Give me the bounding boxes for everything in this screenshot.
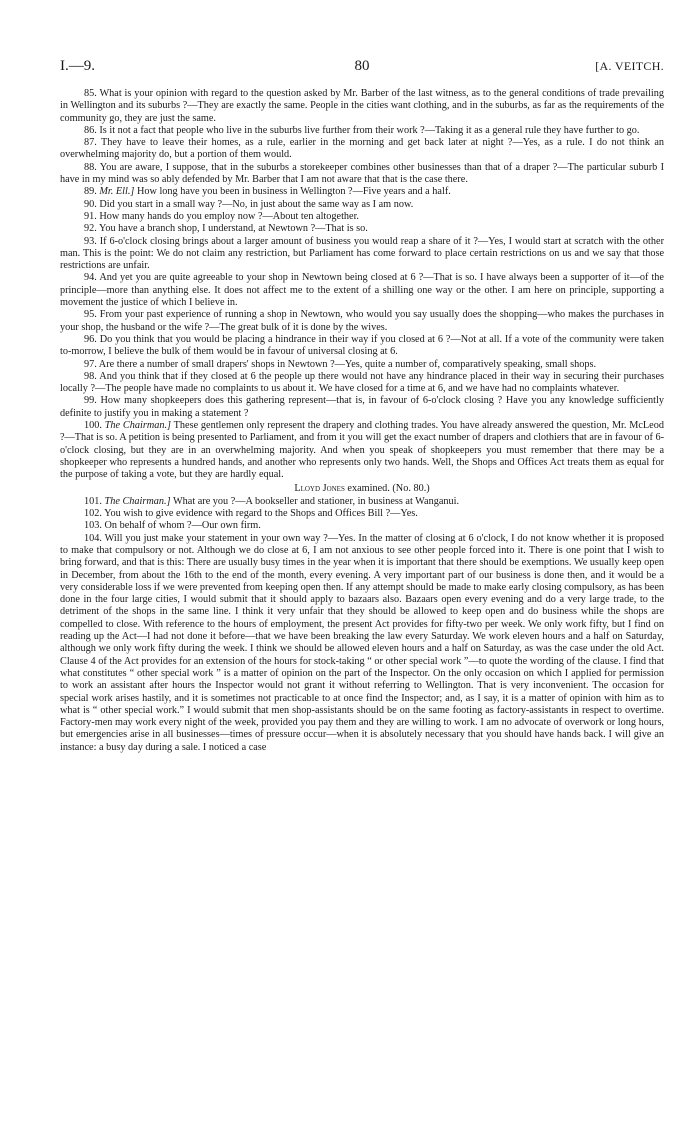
- speaker-label: The Chairman.]: [104, 495, 171, 507]
- paragraph-89: [60, 186, 664, 198]
- paragraph-number: 100.: [84, 420, 102, 432]
- paragraph-100: [60, 420, 664, 481]
- paragraph-number: 101.: [84, 495, 102, 507]
- speaker-label: Mr. Ell.]: [99, 186, 135, 198]
- paragraph-102: 102. You wish to give evidence with regard to the Shops and Offices Bill ?—Yes.: [84, 508, 418, 520]
- paragraph-97: 97. Are there a number of small drapers' shops in Newtown ?—Yes, quite a number of, comparatively speaking, small shops.: [84, 358, 597, 370]
- witness-heading-rest: examined. (No. 80.): [347, 482, 430, 494]
- header-reference: I.—9.: [60, 58, 95, 74]
- page-header: [60, 58, 664, 84]
- paragraph-92: 92. You have a branch shop, I understand, at Newtown ?—That is so.: [84, 223, 368, 235]
- witness-heading: [60, 483, 664, 495]
- header-witness: [A. VEITCH.: [595, 59, 664, 73]
- document-body: [60, 88, 664, 754]
- paragraph-101: [60, 496, 664, 508]
- paragraph-number: 89.: [84, 186, 97, 198]
- speaker-label: The Chairman.]: [104, 420, 172, 432]
- paragraph-text: How long have you been in business in Wellington ?—Five years and a half.: [136, 186, 451, 198]
- paragraph-103: 103. On behalf of whom ?—Our own firm.: [84, 520, 261, 532]
- paragraph-104: 104. Will you just make your statement in your own way ?—Yes. In the matter of closing at 6 o'clock, I do not know whether it is proposed to make that compulsory or not. Although we do close at 6, I am not anxious to see other people forced into it. There is one point that I wish to bring forward, and that is this: There are usually busy times in the year when it is important that there should be exemptions. We usually keep open in December, from about the 16th to the end of the month, every evening. A very important part of our business is done then, and it would be a very considerable loss if we were prevented from keeping open then. If any attempt should be made to make early closing compulsory, as has been done in the four large cities, I would submit that it should apply to bazaars also. Bazaars open every evening and do a very large trade, to the detriment of the shops in the same line. I think it very unfair that they should be allowed to keep open and do business while the shops are compelled to close. With reference to the hours of employment, the present Act provides for fifty-two per week. We only work fifty, but I find on reading up the Act—I had not done it before—that we have been breaking the law every Saturday. We work eleven hours and a half on Saturday, although we only work fifty during the week. I think we should be allowed eleven hours and a half on Saturday, as was the case under the old Act. Clause 4 of the Act provides for an extension of the hours for stock-taking “ or other special work ”—to quote the wording of the clause. I find that what constitutes “ other special work ” is a matter of opinion on the part of the Inspector. On the only occasion on which I applied for permission to work an assistant after hours the Inspector would not grant it without referring to Wellington. That is very inconvenient. The occasion for special work arises hastily, and it is sometimes not practicable to at once find the Inspector; and, as I say, it is a matter of opinion with him as to what is “ other special work.” I would submit that men shop-assistants should be on the same footing as factory-assistants in respect to overtime. Factory-men may work every night of the week, provided you pay them and they are willing to work. I am no advocate of overwork or long hours, but emergencies arise in all businesses—times of pressure occur—when it is absolutely necessary that you should have hands back. I will give an instance: a busy day during a sale. I noticed a case: [60, 532, 664, 753]
- paragraph-87: 87. They have to leave their homes, as a rule, earlier in the morning and get back later at night ?—Yes, as a rule. I do not think an overwhelming majority do, but a portion of them would.: [60, 137, 664, 161]
- witness-name: Lloyd Jones: [294, 482, 345, 494]
- paragraph-91: 91. How many hands do you employ now ?—About ten altogether.: [84, 210, 359, 222]
- paragraph-text: What are you ?—A bookseller and stationer, in business at Wanganui.: [172, 495, 460, 507]
- paragraph-96: 96. Do you think that you would be placing a hindrance in their way if you closed at 6 ?—Not at all. If a vote of the community were taken to-morrow, I believe the bulk of them would be in favour of universal closing at 6.: [60, 333, 664, 358]
- paragraph-90: 90. Did you start in a small way ?—No, in just about the same way as I am now.: [84, 198, 414, 210]
- paragraph-text: These gentlemen only represent the drapery and clothing trades. You have already answered the question, Mr. McLeod ?—That is so. A petition is being presented to Parliament, and from it you will get the exact number of drapers and clothiers that are in favour of 6-o'clock closing, but they are in an overwhelming majority. And when you speak of shopkeepers you must remember that there may be a shopkeeper who represents a hundred hands, and another who represents only two hands. Well, the Shops and Offices Act treats them as equal for the purpose of taking a vote, but they are hardly equal.: [60, 420, 664, 481]
- paragraph-86: 86. Is it not a fact that people who live in the suburbs live further from their work ?—Taking it as a general rule they have further to go.: [84, 124, 640, 136]
- paragraph-88: 88. You are aware, I suppose, that in the suburbs a storekeeper combines other businesses than that of a draper ?—The particular suburb I have in my mind was so ably defended by Mr. Barber that I am not aware that that is the case there.: [60, 161, 664, 186]
- paragraph-98: 98. And you think that if they closed at 6 the people up there would not have any hindrance placed in their way in securing their purchases locally ?—The people have made no complaints to us about it. We have closed for a time at 6, and we have had no complaints whatever.: [60, 370, 664, 395]
- page-number: 80: [354, 58, 370, 74]
- paragraph-95: 95. From your past experience of running a shop in Newtown, who would you say usually does the shopping—who makes the purchases in your shop, the husband or the wife ?—The great bulk of it is done by the wives.: [60, 309, 664, 333]
- paragraph-85: 85. What is your opinion with regard to the question asked by Mr. Barber of the last witness, as to the general conditions of trade prevailing in Wellington and its suburbs ?—They are exactly the same. People in the cities want clothing, and in the suburbs, as far as the requirements of the community go, they are just the same.: [60, 88, 664, 124]
- paragraph-94: 94. And yet you are quite agreeable to your shop in Newtown being closed at 6 ?—That is so. I have always been a supporter of it—of the principle—more than anything else. It does not affect me to the extent of a shilling one way or the other. I am here on principle, supporting a movement the justice of which I believe in.: [60, 272, 664, 309]
- paragraph-99: 99. How many shopkeepers does this gathering represent—that is, in favour of 6-o'clock closing ? Have you any knowledge sufficiently definite to justify you in making a statement ?: [60, 395, 664, 419]
- paragraph-93: 93. If 6-o'clock closing brings about a larger amount of business you would reap a share of it ?—Yes, I would start at scratch with the other man. This is the point: We do not claim any restriction, but Parliament has come forward to place certain restrictions on us and we say that those restrictions are unfair.: [60, 235, 664, 272]
